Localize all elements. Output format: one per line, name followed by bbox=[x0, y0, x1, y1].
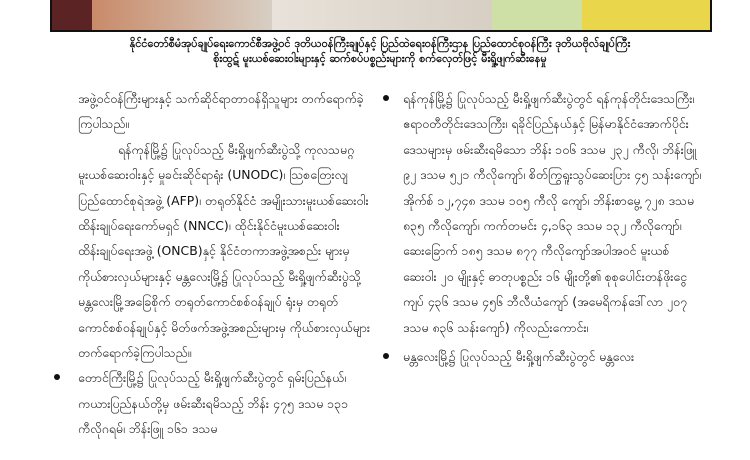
bullet-dot-icon bbox=[54, 374, 60, 380]
photo-caption bbox=[40, 36, 720, 66]
right-bullet-text-2: မန္တလေးမြို့၌ ပြုလုပ်သည့် မီးရှို့ဖျက်ဆီးပွဲတွင် မန္တလေး bbox=[403, 349, 635, 365]
left-bullet-item bbox=[78, 365, 370, 441]
left-bullet-text: တောင်ကြီးမြို့၌ ပြုလုပ်သည့် မီးရှို့ဖျက်ဆီးပွဲတွင် ရှမ်းပြည်နယ်၊ ကယားပြည်နယ်တို့မှ ဖမ်းဆီးရမိသည့် ဘိန်း ၄၇၅ ဒသမ ၁၃၁ ကီလိုဂရမ်၊ ဘိန်းဖြူ ၁၆၁ ဒသမ bbox=[78, 370, 349, 437]
photo-strip bbox=[50, 0, 712, 32]
caption-line-1: နိုင်ငံတော်စီမံအုပ်ချုပ်ရေးကောင်စီအဖွဲ့ဝင် ဒုတိယဝန်ကြီးချုပ်နှင့် ပြည်ထဲရေးဝန်ကြီးဌာန ပြည်ထောင်စုဝန်ကြီး ဒုတိယဗိုလ်ချုပ်ကြီး bbox=[129, 37, 631, 50]
left-column bbox=[78, 86, 370, 442]
photo-mid-segment bbox=[92, 0, 272, 30]
photo-left-segment bbox=[52, 0, 92, 30]
right-column bbox=[403, 86, 703, 369]
bullet-dot-icon bbox=[383, 95, 389, 101]
photo-yellow-figure bbox=[582, 0, 710, 30]
caption-line-2: စိုးထွဋ် မူးယစ်ဆေးဝါးများနှင့် ဆက်စပ်ပစ္စည်းများကို စက်လှေတ်ဖြင့် မီးရှို့ဖျက်ဆီးနေမှု bbox=[213, 52, 547, 65]
right-bullet-item-2 bbox=[403, 344, 703, 369]
left-paragraph-2: ရန်ကုန်မြို့၌ ပြုလုပ်သည့် မီးရှို့ဖျက်ဆီးပွဲသို့ ကုလသမဂ္ဂမူးယစ်ဆေးဝါးနှင့် မှုခင်းဆိုင်ရာရုံး (UNODC)၊ ဩစတြေးလျ ပြည်ထောင်စုရဲအဖွဲ့ (AFP)၊ တရုတ်နိုင်ငံ အမျိုးသားမူးယစ်ဆေးဝါးထိန်းချုပ်ရေးကော်မရှင် (NNCC)၊ ထိုင်းနိုင်ငံမူးယစ်ဆေးဝါးထိန်းချုပ်ရေးအဖွဲ့ (ONCB)နှင့် နိုင်ငံတကာအဖွဲ့အစည်း များမှ ကိုယ်စားလှယ်များနှင့် မန္တလေးမြို့၌ ပြုလုပ်သည့် မီးရှို့ဖျက်ဆီးပွဲသို့ မန္တလေးမြို့အခြေစိုက် တရုတ်ကောင်စစ်ဝန်ချုပ် ရုံးမှ တရုတ်ကောင်စစ်ဝန်ချုပ်နှင့် မိတ်ဖက်အဖွဲ့အစည်းများမှ ကိုယ်စားလှယ်များ တက်ရောက်ခဲ့ကြပါသည်။ bbox=[78, 141, 370, 361]
right-bullet-text-1: ရန်ကုန်မြို့၌ ပြုလုပ်သည့် မီးရှို့ဖျက်ဆီးပွဲတွင် ရန်ကုန်တိုင်းဒေသကြီး၊ ဧရာဝတီတိုင်းဒေသကြီး၊ ရခိုင်ပြည်နယ်နှင့် မြန်မာနိုင်ငံအောက်ပိုင်းဒေသများမှ ဖမ်းဆီးရမိသော ဘိန်း ၁၀၆ ဒသမ ၂၃၂ ကီလို၊ ဘိန်းဖြူ ၉၂ ဒသမ ၅၂၁ ကီလိုကျော်၊ စိတ်ကြွရူးသွပ်ဆေးပြား ၄၅ သန်းကျော်၊ အိုက်စ် ၁၂,၇၄၈ ဒသမ ၁၀၅ ကီလို ကျော်၊ ဘိန်းစာမွေ့ ၇၂၈ ဒသမ ၈၃၅ ကီလိုကျော်၊ ကက်တမင်း ၄,၁၆၃ ဒသမ ၁၃၂ ကီလိုကျော်၊ ဆေးခြောက် ၁၈၅ ဒသမ ၈၇၇ ကီလိုကျော်အပါအဝင် မူးယစ် ဆေးဝါး ၂၀ မျိုးနှင့် ဓာတုပစ္စည်း ၁၆ မျိုးတို့၏ စုစုပေါင်းတန်ဖိုးငွေကျပ် ၄၃၆ ဒသမ ၄၅၆ ဘီလီယံကျော် (အမေရိကန်ဒေါ်လာ ၂၀၇ ဒသမ ၈၃၆ သန်းကျော်) ကိုလည်းကောင်း၊ bbox=[403, 91, 702, 335]
right-bullet-item-1 bbox=[403, 86, 703, 340]
bullet-dot-icon bbox=[383, 353, 389, 359]
photo-green-figure bbox=[492, 0, 582, 30]
photo-right-segment bbox=[272, 0, 492, 30]
left-paragraph-1: အဖွဲ့ဝင်ဝန်ကြီးများနှင့် သက်ဆိုင်ရာတာဝန်ရှိသူများ တက်ရောက်ခဲ့ကြပါသည်။ bbox=[78, 91, 364, 132]
